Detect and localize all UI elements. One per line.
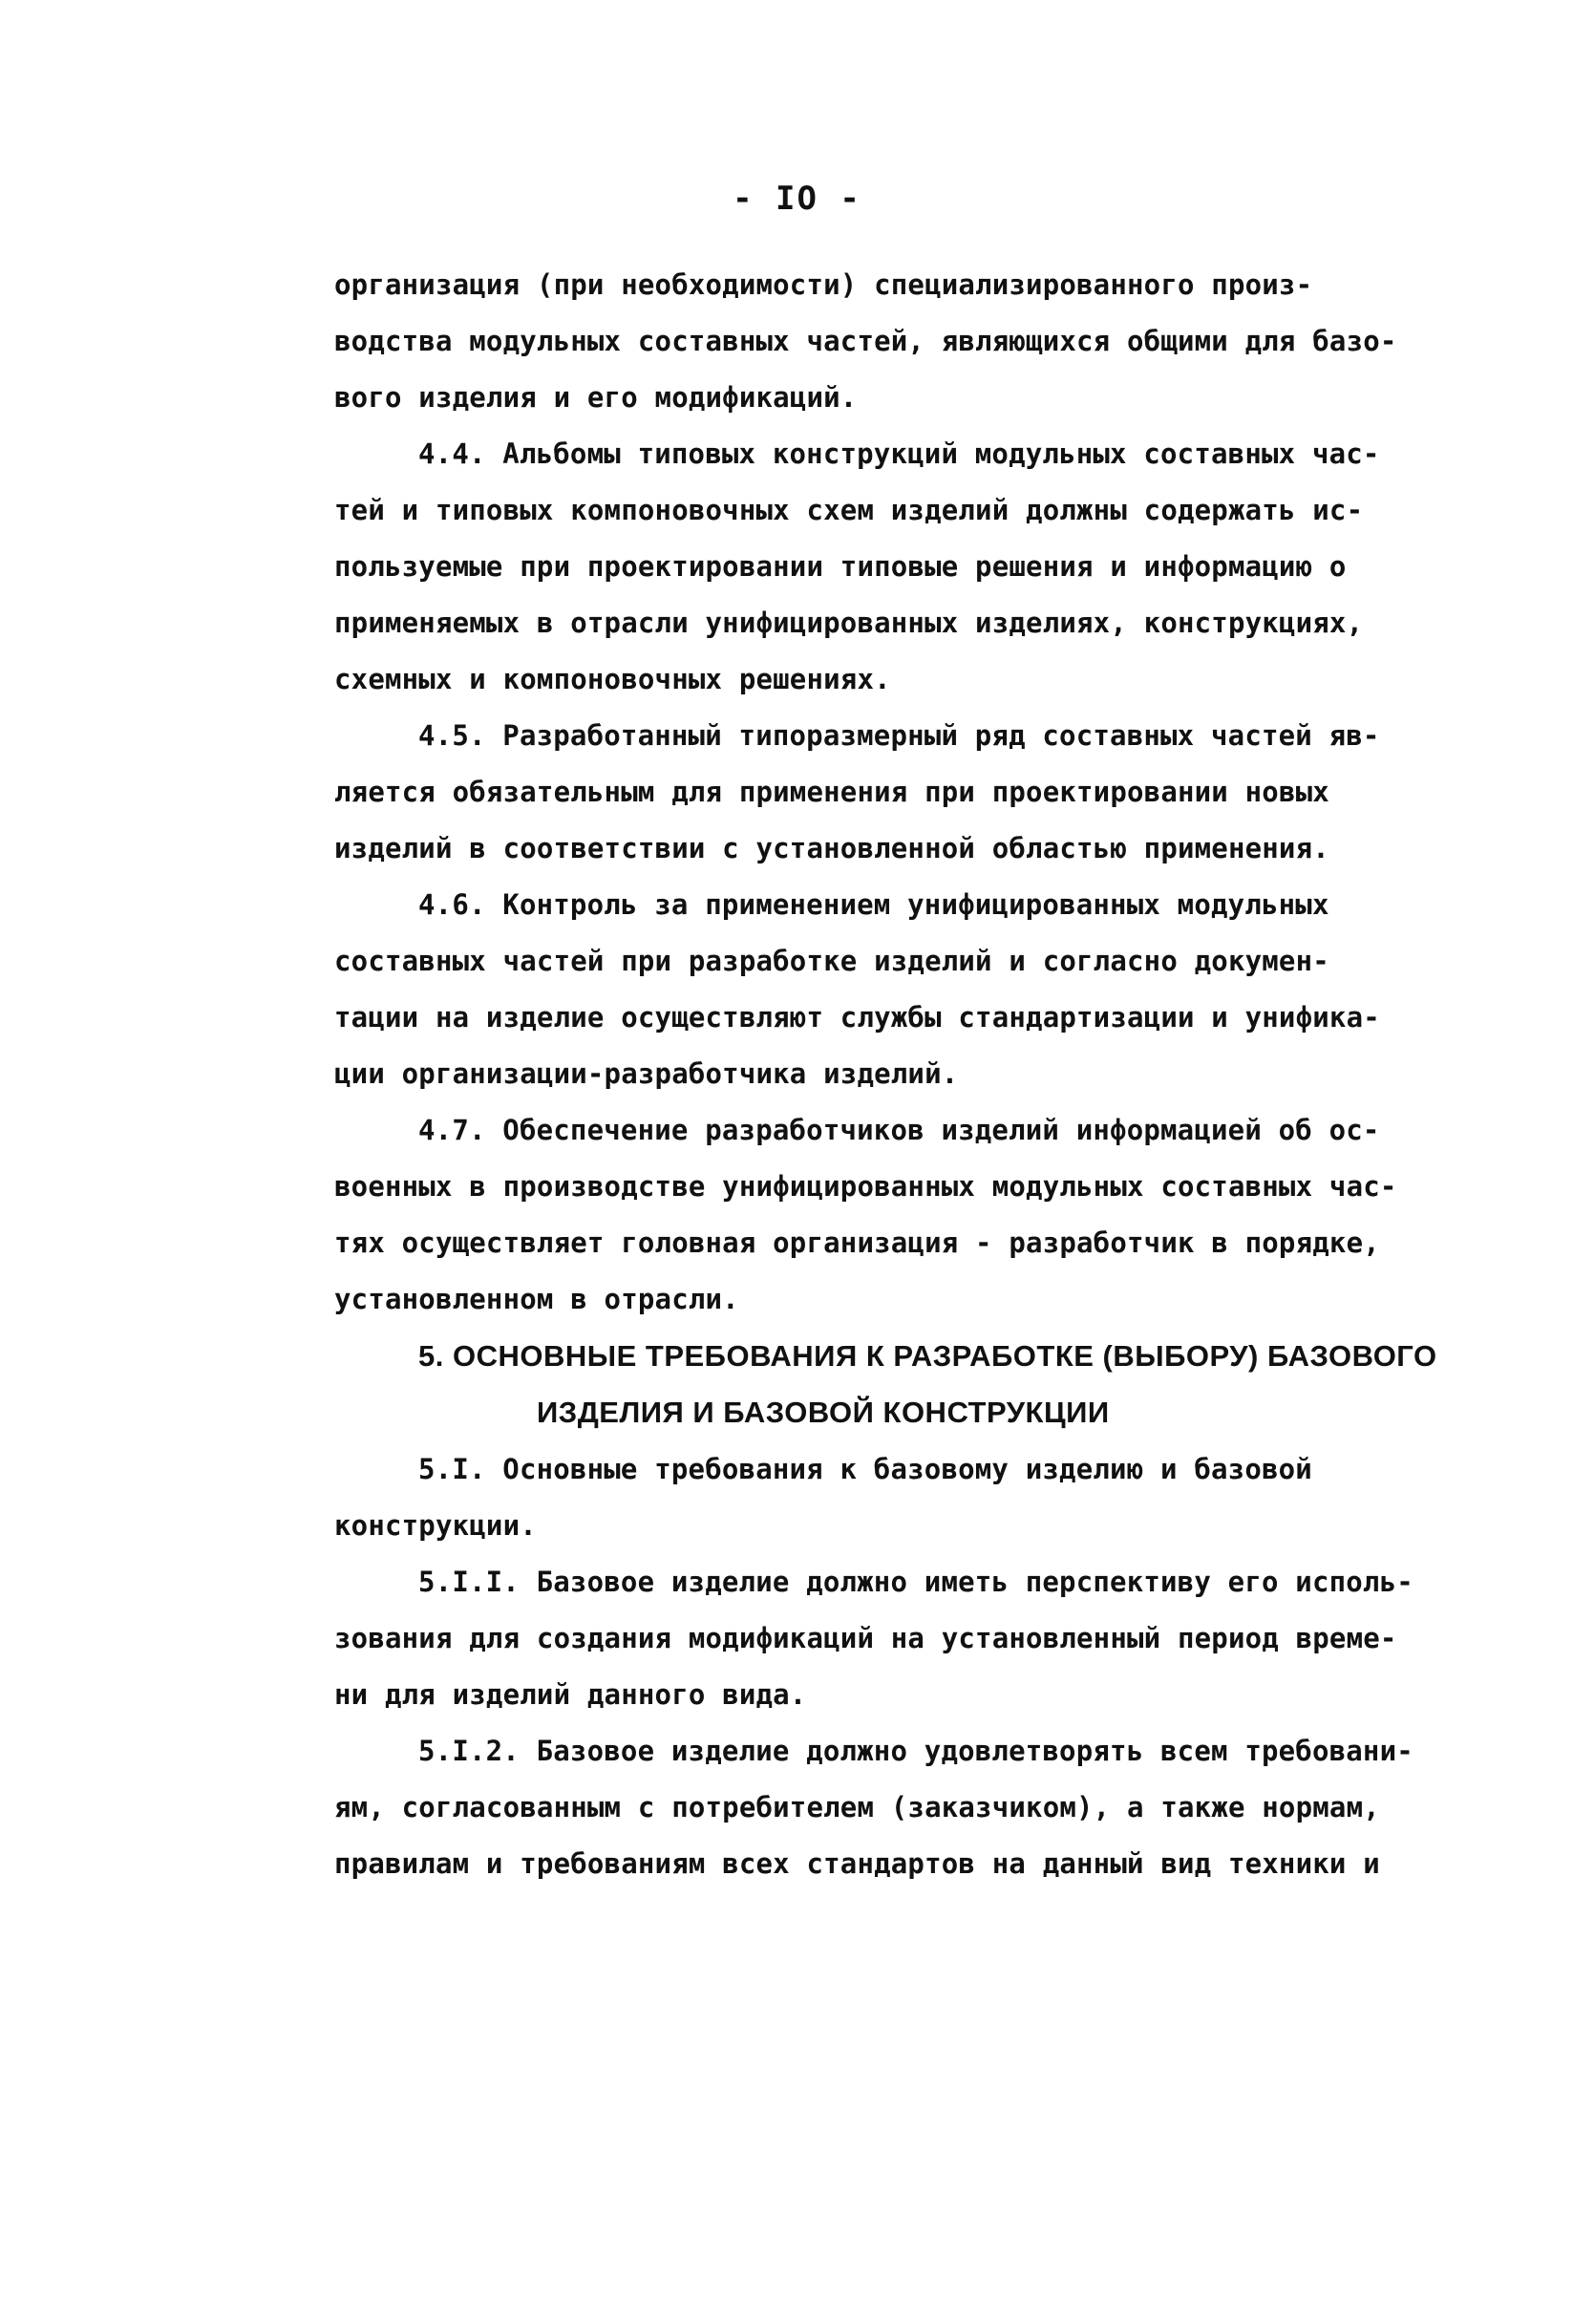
text-line: применяемых в отрасли унифицированных изделиях, конструкциях, [334,607,1364,639]
section-heading-continued: ИЗДЕЛИЯ И БАЗОВОЙ КОНСТРУКЦИИ [537,1396,1110,1429]
text-line: зования для создания модификаций на установленный период време- [334,1622,1397,1654]
text-line: вого изделия и его модификаций. [334,381,858,414]
text-line: составных частей при разработке изделий и согласно докумен- [334,945,1329,977]
text-line: ции организации-разработчика изделий. [334,1057,959,1090]
page-number: - IO - [733,180,861,218]
text-line: установленном в отрасли. [334,1283,739,1315]
paragraph-4-5-start: 4.5. Разработанный типоразмерный ряд составных частей яв- [418,719,1380,752]
section-heading: 5. ОСНОВНЫЕ ТРЕБОВАНИЯ К РАЗРАБОТКЕ (ВЫБОРУ) БАЗОВОГО [418,1339,1437,1373]
text-line: тях осуществляет головная организация - разработчик в порядке, [334,1226,1380,1259]
paragraph-4-6-start: 4.6. Контроль за применением унифицированных модульных [418,888,1329,921]
text-line: военных в производстве унифицированных модульных составных час- [334,1170,1397,1203]
paragraph-4-4-start: 4.4. Альбомы типовых конструкций модульных составных час- [418,437,1380,470]
text-line: тей и типовых компоновочных схем изделий должны содержать ис- [334,494,1364,526]
text-line: ляется обязательным для применения при проектировании новых [334,776,1329,808]
text-line: изделий в соответствии с установленной областью применения. [334,832,1329,864]
text-line: тации на изделие осуществляют службы стандартизации и унифика- [334,1001,1380,1034]
text-line: водства модульных составных частей, являющихся общими для базо- [334,325,1397,357]
text-line: ни для изделий данного вида. [334,1678,807,1711]
text-line: схемных и компоновочных решениях. [334,663,891,695]
text-line: ям, согласованным с потребителем (заказчиком), а также нормам, [334,1791,1380,1823]
paragraph-5-1-start: 5.I. Основные требования к базовому изделию и базовой [418,1453,1312,1485]
text-line: конструкции. [334,1509,537,1542]
text-line: пользуемые при проектировании типовые решения и информацию о [334,550,1347,583]
text-line: правилам и требованиям всех стандартов на данный вид техники и [334,1847,1380,1880]
paragraph-5-1-1-start: 5.I.I. Базовое изделие должно иметь перспективу его исполь- [418,1566,1413,1598]
text-line: организация (при необходимости) специализированного произ- [334,268,1313,301]
paragraph-5-1-2-start: 5.I.2. Базовое изделие должно удовлетворять всем требовани- [418,1735,1413,1767]
paragraph-4-7-start: 4.7. Обеспечение разработчиков изделий информацией об ос- [418,1114,1380,1146]
